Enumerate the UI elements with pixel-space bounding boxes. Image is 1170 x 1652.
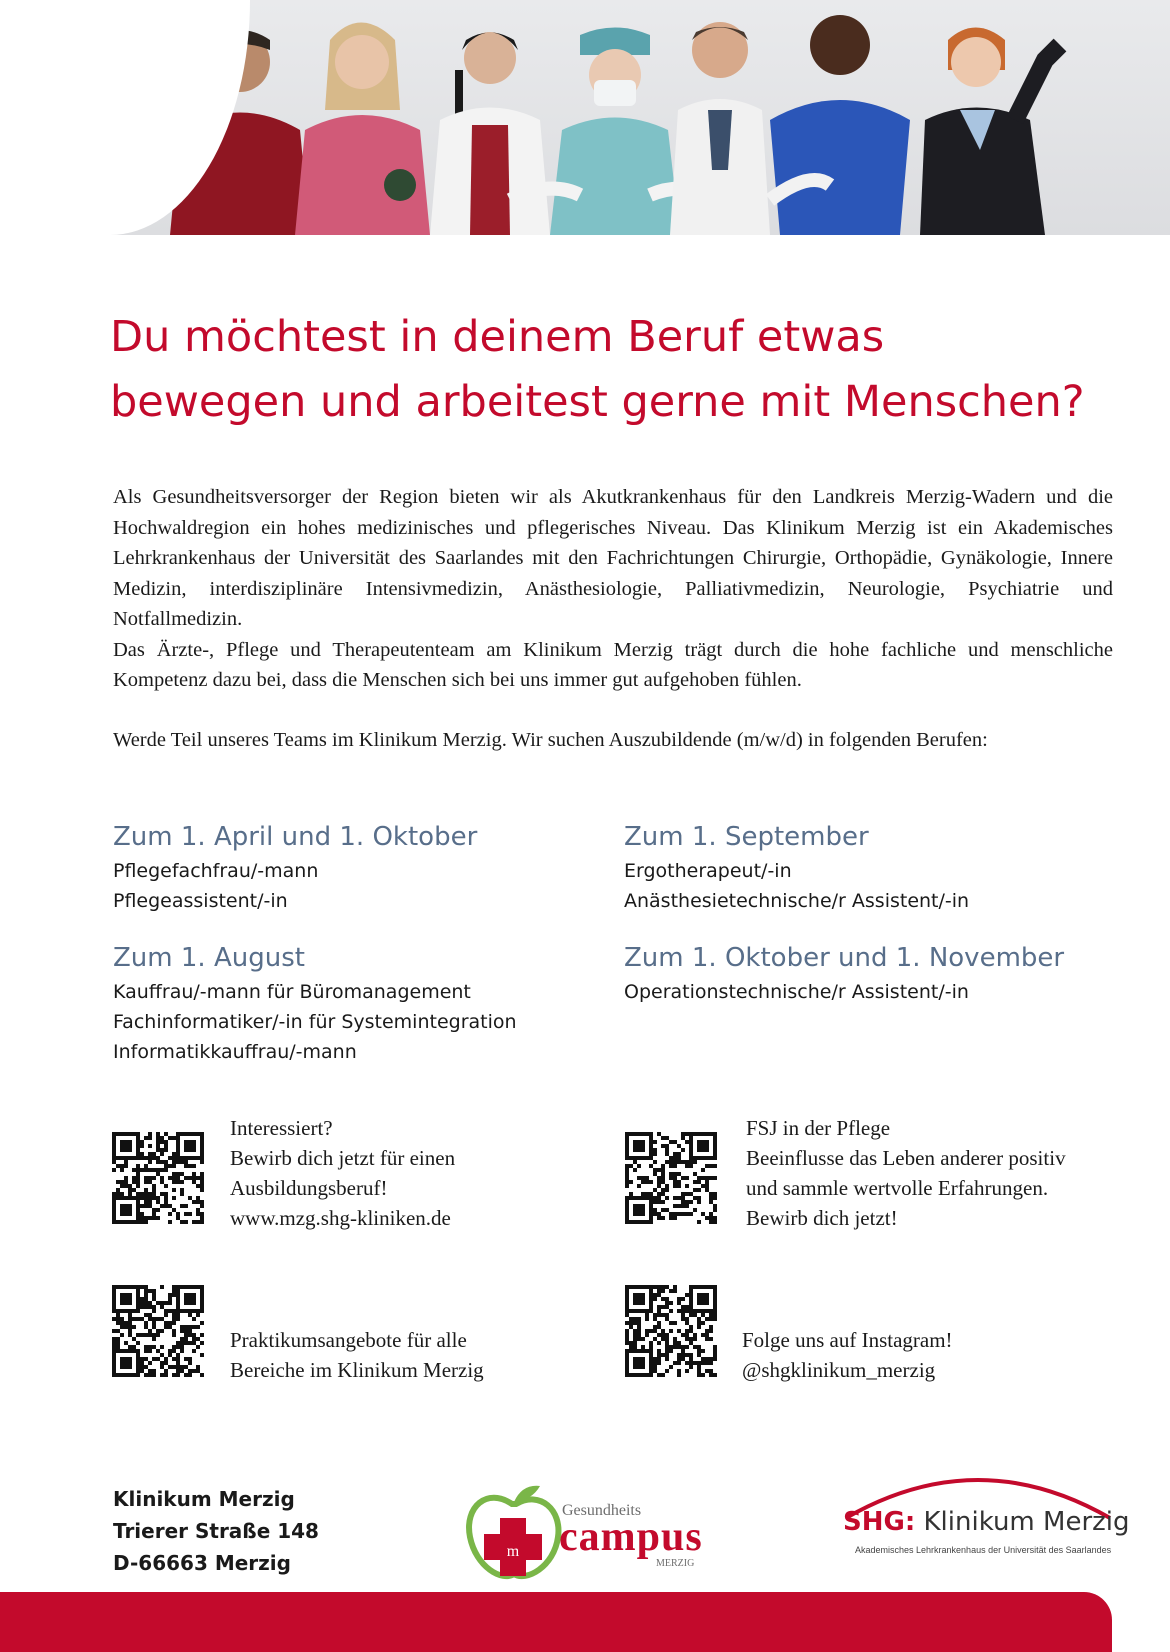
address-street: Trierer Straße 148 bbox=[113, 1519, 319, 1543]
job-item: Informatikkauffrau/-mann bbox=[113, 1041, 357, 1063]
qr-code-internship[interactable] bbox=[112, 1285, 204, 1377]
qr-text-apply bbox=[230, 1113, 455, 1233]
person-6 bbox=[770, 15, 910, 235]
hero-photo bbox=[110, 0, 1170, 235]
team-photo-illustration bbox=[110, 0, 1170, 235]
headline-line-1: Du möchtest in deinem Beruf etwas bbox=[110, 312, 885, 362]
job-item: Kauffrau/-mann für Büromanagement bbox=[113, 981, 471, 1003]
job-item: Operationstechnische/r Assistent/-in bbox=[624, 981, 969, 1003]
group-title: Zum 1. Oktober und 1. November bbox=[624, 943, 1065, 973]
qr-line: Praktikumsangebote für alle bbox=[230, 1328, 467, 1352]
person-5 bbox=[670, 22, 770, 235]
intro-paragraph-1: Als Gesundheitsversorger der Region bieten wir als Akutkrankenhaus für den Landkreis Merzig-Wadern und die Hochwaldregion ein hohes medizinisches und pflegerisches Niveau. Das Klinikum Merzig ist ein Akademisches Lehrkrankenhaus der Universität des Saarlandes mit den Fachrichtungen Chirurgie, Orthopädie, Gynäkologie, Innere Medizin, interdisziplinäre Intensivmedizin, Anästhesiologie, Palliativmedizin, Neurologie, Psychiatrie und Notfallmedizin. bbox=[113, 486, 1113, 630]
group-august bbox=[113, 941, 517, 1067]
group-april-october bbox=[113, 820, 477, 916]
apple-cross-icon bbox=[462, 1482, 572, 1582]
address-name: Klinikum Merzig bbox=[113, 1487, 295, 1511]
qr-line: und sammle wertvolle Erfahrungen. bbox=[746, 1176, 1049, 1200]
address-city: D-66663 Merzig bbox=[113, 1551, 291, 1575]
job-item: Ergotherapeut/-in bbox=[624, 860, 792, 882]
qr-line: Bewirb dich jetzt! bbox=[746, 1206, 898, 1230]
group-title: Zum 1. September bbox=[624, 822, 869, 852]
job-item: Fachinformatiker/-in für Systemintegration bbox=[113, 1011, 517, 1033]
campus-badge: m bbox=[506, 1543, 520, 1560]
qr-line: Bereiche im Klinikum Merzig bbox=[230, 1358, 484, 1382]
qr-line: Bewirb dich jetzt für einen bbox=[230, 1146, 456, 1170]
shg-name: Klinikum Merzig bbox=[923, 1507, 1130, 1537]
shg-prefix: SHG: bbox=[843, 1507, 916, 1537]
page-headline bbox=[110, 305, 1110, 435]
intro-paragraph-2: Das Ärzte-, Pflege und Therapeutenteam am Klinikum Merzig trägt durch die hohe fachliche und menschliche Kompetenz dazu bei, dass die Menschen sich bei uns immer gut aufgehoben fühlen. bbox=[113, 638, 1113, 691]
qr-line: Beeinflusse das Leben anderer positiv bbox=[746, 1146, 1066, 1170]
footer-bar bbox=[0, 1592, 1112, 1652]
group-title: Zum 1. April und 1. Oktober bbox=[113, 822, 478, 852]
address-block bbox=[113, 1483, 319, 1579]
qr-line: FSJ in der Pflege bbox=[746, 1116, 891, 1140]
campus-small-word: Gesundheits bbox=[562, 1502, 642, 1519]
headline-line-2: bewegen und arbeitest gerne mit Menschen? bbox=[110, 377, 1085, 427]
job-item: Pflegeassistent/-in bbox=[113, 890, 288, 912]
apprentice-callout: Werde Teil unseres Teams im Klinikum Merzig. Wir suchen Auszubildende (m/w/d) in folgenden Berufen: bbox=[113, 729, 988, 751]
qr-line: Folge uns auf Instagram! bbox=[742, 1328, 953, 1352]
group-october-november bbox=[624, 941, 1064, 1007]
person-3 bbox=[430, 32, 550, 235]
group-september bbox=[624, 820, 969, 916]
qr-text-fsj bbox=[746, 1113, 1066, 1233]
job-item: Anästhesietechnische/r Assistent/-in bbox=[624, 890, 970, 912]
qr-line: Interessiert? bbox=[230, 1116, 333, 1140]
intro-text bbox=[113, 482, 1113, 696]
shg-subtitle: Akademisches Lehrkrankenhaus der Universität des Saarlandes bbox=[855, 1545, 1112, 1555]
campus-logo bbox=[462, 1482, 722, 1582]
qr-code-fsj[interactable] bbox=[625, 1132, 717, 1224]
shg-title bbox=[843, 1507, 1130, 1537]
group-title: Zum 1. August bbox=[113, 943, 305, 973]
qr-line: Ausbildungsberuf! bbox=[230, 1176, 388, 1200]
shg-logo bbox=[838, 1462, 1128, 1572]
qr-code-instagram[interactable] bbox=[625, 1285, 717, 1377]
instagram-handle[interactable]: @shgklinikum_merzig bbox=[742, 1358, 936, 1382]
person-2 bbox=[295, 23, 430, 236]
job-item: Pflegefachfrau/-mann bbox=[113, 860, 319, 882]
campus-place: MERZIG bbox=[656, 1558, 695, 1569]
qr-text-internship bbox=[230, 1325, 484, 1385]
qr-code-apply[interactable] bbox=[112, 1132, 204, 1224]
campus-word: campus bbox=[559, 1514, 703, 1560]
website-link[interactable]: www.mzg.shg-kliniken.de bbox=[230, 1206, 451, 1230]
qr-text-instagram bbox=[742, 1325, 953, 1385]
person-7 bbox=[920, 28, 1060, 236]
